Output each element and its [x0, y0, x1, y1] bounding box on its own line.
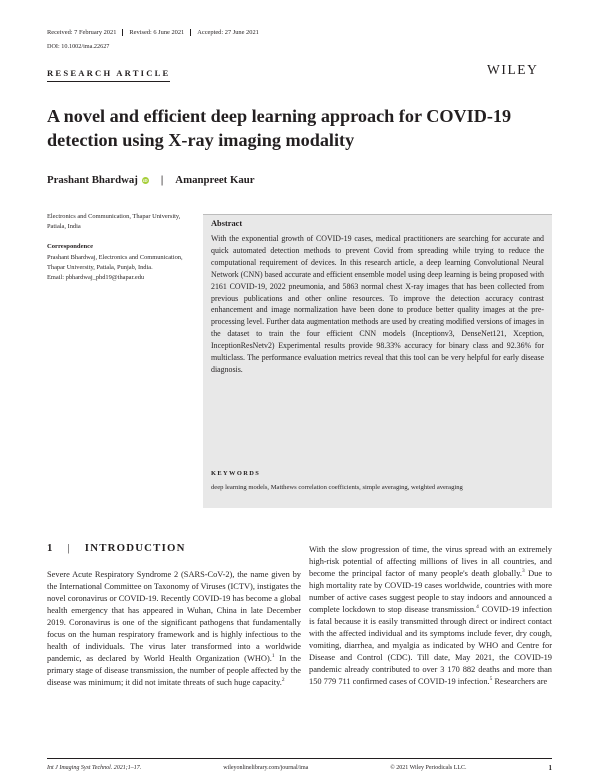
- article-title: A novel and efficient deep learning approach for COVID-19 detection using X-ray imaging modality: [47, 106, 512, 150]
- keywords-list: deep learning models, Matthews correlation coefficients, simple averaging, weighted averaging: [211, 484, 463, 491]
- author-separator: |: [160, 174, 164, 186]
- correspondence-heading: Correspondence: [47, 243, 94, 250]
- orcid-icon[interactable]: iD: [143, 177, 148, 183]
- received-date: Received: 7 February 2021: [47, 29, 123, 36]
- revised-date: Revised: 6 June 2021: [123, 29, 191, 36]
- correspondence-details: [47, 253, 197, 282]
- body-text: Researchers are: [492, 677, 548, 686]
- author-name[interactable]: Prashant Bhardwaj: [47, 174, 138, 186]
- abstract-text: With the exponential growth of COVID-19 cases, medical practitioners are searching for accurate and quick automated detection methods to prevent Covid from spreading while trying to reduce the computational requirement of devices. In this research article, a deep learning Convolutional Neural Network (CNN) based accurate and efficient ensemble model using deep learning is being proposed with 2161 COVID-19, 2022 pneumonia, and 5863 normal chest X-ray images that has been collected from previous publications and other online resources. To improve the detection accuracy contrast enhancement and image normalization have been done to produce better quality images at the pre-processing level. Further data augmentation methods are used by creating modified versions of images in the dataset to train the four efficient CNN models (Inceptionv3, DenseNet121, Xception, InceptionResNetv2) Experimental results provide 98.33% accuracy for binary class and 92.36% for multiclass. The performance evaluation metrics reveal that this tool can be very helpful for early disease diagnosis.: [211, 234, 544, 374]
- section-separator: |: [67, 542, 71, 554]
- abstract-box: [203, 214, 552, 508]
- body-text: COVID-19 infection is fatal because it is easily transmitted through direct or indirect contact with the affected individual and its symptoms include fever, dry cough, vomiting, diarrhea, and myalgia as indicated by WHO and Centre for Disease and Control (CDC). Till date, May 2021, the COVID-19 pandemic already contributed to over 3 170 882 deaths and more than 150 779 711 confirmed cases of COVID-19 infection.: [309, 605, 552, 686]
- citation-ref[interactable]: 2: [281, 677, 285, 684]
- keywords-heading: KEYWORDS: [211, 470, 261, 477]
- affiliation: Electronics and Communication, Thapar University, Patiala, India: [47, 213, 181, 230]
- body-text: Severe Acute Respiratory Syndrome 2 (SARS-CoV-2), the name given by the International Committee on Taxonomy of Viruses (ICTV), instigates the novel coronavirus or COVID-19. Recently COVID-19 has become a global health emergency that has appeared in Wuhan, China in late December 2019. Coronavirus is one of the significant pathogens that fundamentally focus on the human respiratory framework and is highly infectious to the health of individuals. The virus later transformed into a worldwide pandemic, as declared by World Health Organization (WHO).: [47, 570, 301, 663]
- journal-citation: Int J Imaging Syst Technol. 2021;1–17.: [47, 765, 142, 771]
- publisher-logo: WILEY: [487, 62, 539, 77]
- body-text: In the primary stage of disease transmission, the number of people affected by the disease was minimum; it did not imitate threats of such huge capacity.: [47, 654, 301, 687]
- section-title: INTRODUCTION: [84, 542, 186, 554]
- correspondence-email[interactable]: Email: pbhardwaj_phd19@thapar.edu: [47, 273, 145, 281]
- citation-ref[interactable]: 3: [521, 568, 525, 575]
- correspondence-address: Prashant Bhardwaj, Electronics and Communication, Thapar University, Patiala, Punjab, India.: [47, 254, 183, 271]
- author-name[interactable]: Amanpreet Kaur: [175, 174, 255, 186]
- body-text: Due to high mortality rate by COVID-19 cases worldwide, countries with more number of active cases suggest people to stay indoors and announced a complete lockdown to stop disease transmission.: [309, 569, 552, 614]
- copyright: © 2021 Wiley Periodicals LLC.: [390, 765, 467, 771]
- doi-link[interactable]: DOI: 10.1002/ima.22627: [47, 43, 110, 50]
- body-column-left: [47, 569, 301, 689]
- section-number: 1: [47, 542, 54, 554]
- citation-ref[interactable]: 4: [476, 604, 479, 611]
- journal-url[interactable]: wileyonlinelibrary.com/journal/ima: [223, 765, 309, 771]
- page-footer: [47, 758, 552, 772]
- article-dates: [47, 29, 265, 36]
- accepted-date: Accepted: 27 June 2021: [197, 29, 259, 36]
- citation-ref[interactable]: 5: [489, 676, 493, 683]
- citation-ref[interactable]: 1: [271, 653, 275, 660]
- page-number: 1: [548, 764, 552, 772]
- article-category: RESEARCH ARTICLE: [47, 68, 170, 82]
- author-line: [47, 174, 255, 186]
- section-heading: [47, 542, 186, 554]
- body-column-right: [309, 544, 552, 688]
- abstract-heading: Abstract: [211, 219, 243, 228]
- body-text: With the slow progression of time, the virus spread with an extremely high-risk potential of affecting millions of lives in all countries, and become the principal factor of many people's death globally.: [309, 545, 552, 578]
